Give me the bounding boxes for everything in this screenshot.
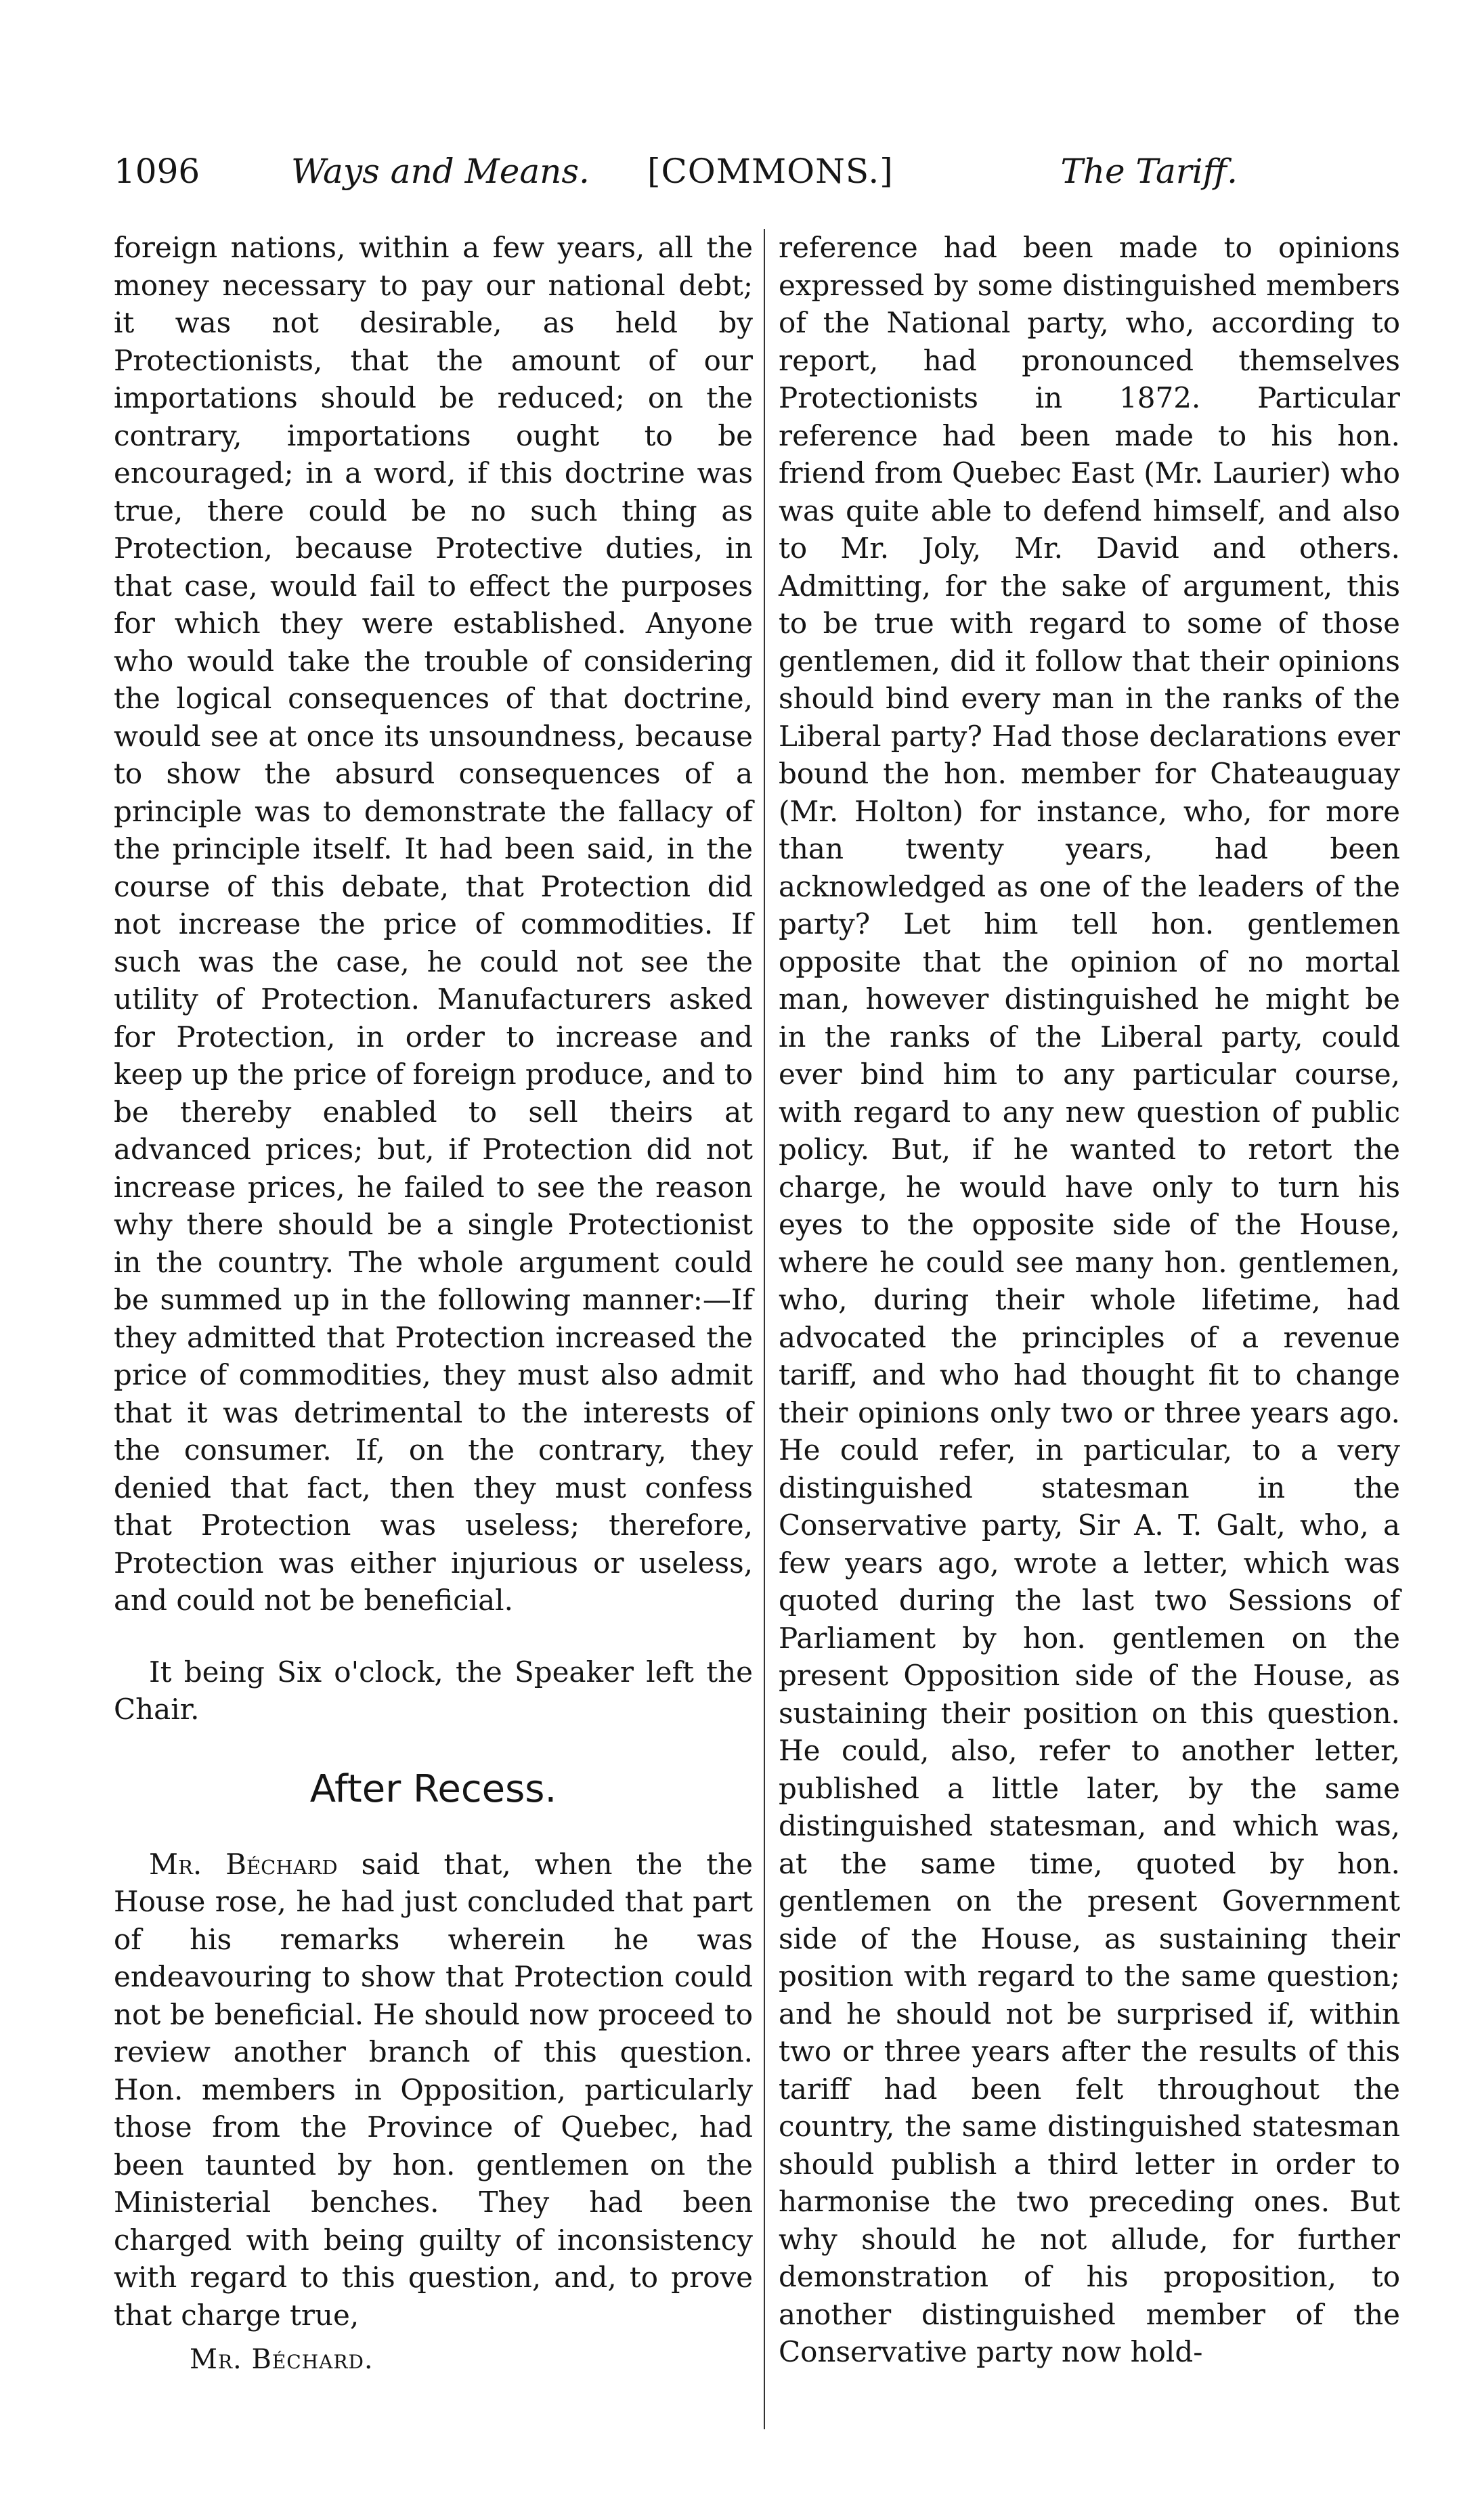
speaker-name: Mr. Béchard bbox=[149, 1847, 338, 1881]
right-column bbox=[779, 229, 1400, 2371]
left-paragraph-2: It being Six o'clock, the Speaker left the Chair. bbox=[114, 1655, 753, 1726]
running-title-right: The Tariff. bbox=[1060, 152, 1238, 191]
running-title-left: Ways and Means. bbox=[291, 152, 590, 191]
left-paragraph-3-text: said that, when the the House rose, he had just concluded that part of his remarks wherein he was endeavouring to show that Protection could not be beneficial. He should now proceed to review another branch of this question. Hon. members in Opposition, particularly those from the Province of Quebec, had been taunted by hon. gentlemen on the Ministerial benches. They had been charged with being guilty of inconsistency with regard to this question, and, to prove that charge true, bbox=[114, 1847, 753, 2332]
left-paragraph-3 bbox=[114, 1846, 753, 2334]
left-paragraph-1: foreign nations, within a few years, all the money necessary to pay our national debt; it was not desirable, as held by Protectionists, that the amount of our importations should be reduced; on the contrary, importations ought to be encouraged; in a word, if this doctrine was true, there could be no such thing as Protection, because Protective duties, in that case, would fail to effect the purposes for which they were established. Anyone who would take the trouble of considering the logical consequences of that doctrine, would see at once its unsoundness, because to show the absurd consequences of a principle was to demonstrate the fallacy of the principle itself. It had been said, in the course of this debate, that Protection did not increase the price of commodities. If such was the case, he could not see the utility of Protection. Manufacturers asked for Protection, in order to increase and keep up the price of foreign produce, and to be thereby enabled to sell theirs at advanced prices; but, if Protection did not increase prices, he failed to see the reason why there should be a single Protectionist in the country. The whole argument could be summed up in the following manner:—If they admitted that Protection increased the price of commodities, they must also admit that it was detrimental to the interests of the consumer. If, on the contrary, they denied that fact, then they must confess that Protection was useless; therefore, Protection was either injurious or useless, and could not be beneficial. bbox=[114, 231, 753, 1617]
column-divider bbox=[764, 229, 765, 2429]
section-heading: After Recess. bbox=[309, 1766, 557, 1811]
left-column bbox=[114, 229, 753, 2377]
speaker-signature: Mr. Béchard. bbox=[190, 2344, 374, 2375]
page-header bbox=[114, 148, 1238, 195]
right-paragraph-1: reference had been made to opinions expressed by some distinguished members of the National party, who, according to report, had pronounced themselves Protectionists in 1872. Particular reference had been made to his hon. friend from Quebec East (Mr. Laurier) who was quite able to defend himself, and also to Mr. Joly, Mr. David and others. Admitting, for the sake of argument, this to be true with regard to some of those gentlemen, did it follow that their opinions should bind every man in the ranks of the Liberal party? Had those declarations ever bound the hon. member for Chateauguay (Mr. Holton) for instance, who, for more than twenty years, had been acknowledged as one of the leaders of the party? Let him tell hon. gentlemen opposite that the opinion of no mortal man, however distinguished he might be in the ranks of the Liberal party, could ever bind him to any particular course, with regard to any new question of public policy. But, if he wanted to retort the charge, he would have only to turn his eyes to the opposite side of the House, where he could see many hon. gentlemen, who, during their whole lifetime, had advocated the principles of a revenue tariff, and who had thought fit to change their opinions only two or three years ago. He could refer, in particular, to a very distinguished statesman in the Conservative party, Sir A. T. Galt, who, a few years ago, wrote a letter, which was quoted during the last two Sessions of Parliament by hon. gentlemen on the present Opposition side of the House, as sustaining their position on this question. He could, also, refer to another letter, published a little later, by the same distinguished statesman, and which was, at the same time, quoted by hon. gentlemen on the present Government side of the House, as sustaining their position with regard to the same question; and he should not be surprised if, within two or three years after the results of this tariff had been felt throughout the country, the same distinguished statesman should publish a third letter in order to harmonise the two preceding ones. But why should he not allude, for further demonstration of his proposition, to another distinguished member of the Conservative party now hold- bbox=[779, 231, 1400, 2368]
running-title-center: [COMMONS.] bbox=[647, 152, 894, 191]
page-number: 1096 bbox=[114, 152, 200, 191]
